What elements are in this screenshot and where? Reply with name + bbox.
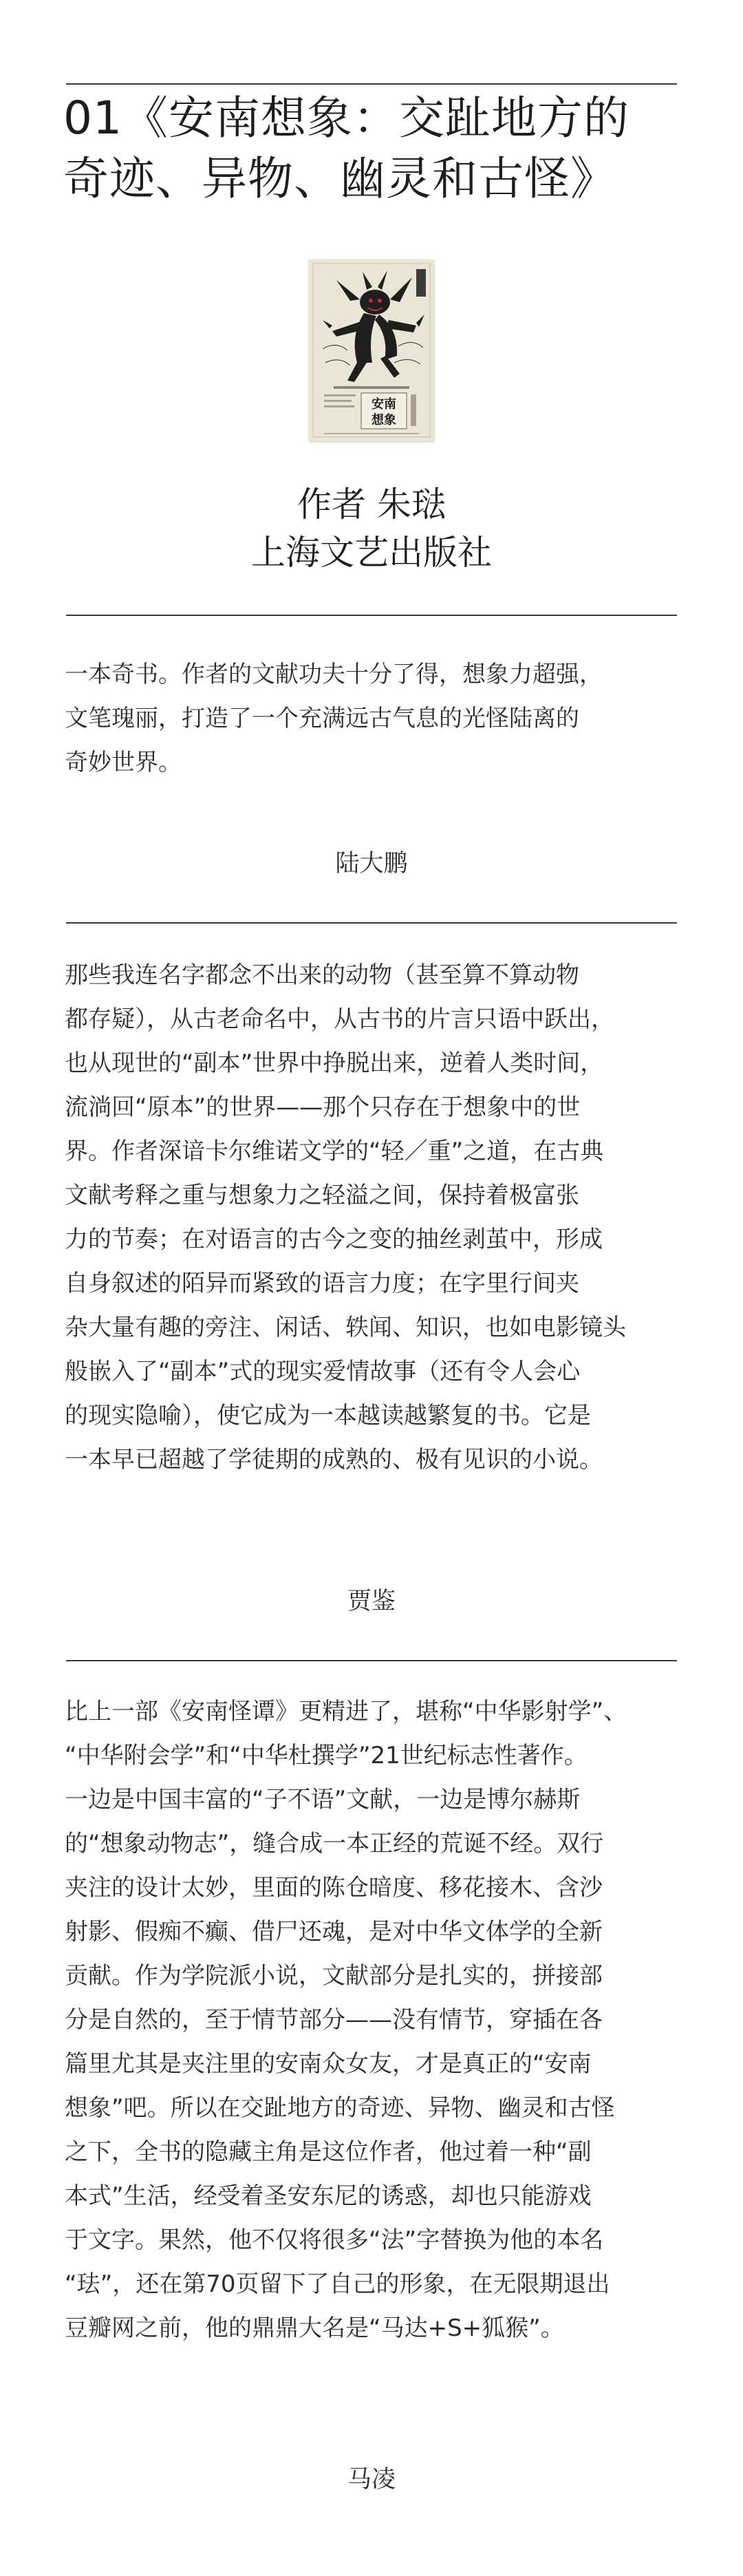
book-cover-illustration (309, 259, 434, 441)
author-line: 作者 朱琺 (297, 485, 446, 524)
book-cover-image (309, 259, 434, 441)
divider (66, 922, 677, 924)
page-title (63, 88, 682, 209)
publisher-line: 上海文艺出版社 (251, 533, 492, 573)
divider (66, 1660, 677, 1661)
divider (66, 615, 677, 616)
review-text-1: 一本奇书。作者的文献功夫十分了得，想象力超强， 文笔瑰丽，打造了一个充满远古气息的光怪陆离的 奇妙世界。 (65, 661, 603, 776)
reviewer-name-3: 马凌 (347, 2466, 396, 2493)
top-divider (66, 83, 677, 85)
review-text-3: 比上一部《安南怪谭》更精进了，堪称“中华影射学”、 “中华附会学”和“中华杜撰学”21世纪标志性著作。 一边是中国丰富的“子不语”文献，一边是博尔赫斯 的“想象动物志”，缝合成一本正经的荒诞不经。双行 夹注的设计太妙，里面的陈仓暗度、移花接木、含沙 射影、假痴不癫、借尸还魂，是对中华文体学的全新 贡献。作为学院派小说，文献部分是扎实的，拼接部 分是自然的，至于情节部分——没有情节，穿插在各 篇里尤其是夹注里的安南众女友，才是真正的“安南 想象”吧。所以在交趾地方的奇迹、异物、幽灵和古怪 之下，全书的隐藏主角是这位作者，他过着一种“副 本式”生活，经受着圣安东尼的诱惑，却也只能游戏 于文字。果然，他不仅将很多“法”字替换为他的本名 “珐”，还在第70页留下了自己的形象，在无限期退出 豆瓣网之前，他的鼎鼎大名是“马达+S+狐猴”。 (65, 1698, 627, 2342)
reviewer-name-1: 陆大鹏 (335, 850, 408, 877)
reviewer-name-2: 贾鉴 (347, 1588, 396, 1615)
review-text-2: 那些我连名字都念不出来的动物（甚至算不算动物 都存疑），从古老命名中，从古书的片言只语中跃出， 也从现世的“副本”世界中挣脱出来，逆着人类时间， 流淌回“原本”的世界——那个只存在于想象中的世 界。作者深谙卡尔维诺文学的“轻／重”之道，在古典 文献考释之重与想象力之轻溢之间，保持着极富张 力的节奏；在对语言的古今之变的抽丝剥茧中，形成 自身叙述的陌异而紧致的语言力度；在字里行间夹 杂大量有趣的旁注、闲话、轶闻、知识，也如电影镜头 般嵌入了“副本”式的现实爱情故事（还有令人会心 的现实隐喻），使它成为一本越读越繁复的书。它是 一本早已超越了学徒期的成熟的、极有见识的小说。 (65, 961, 626, 1473)
title-line-1: 01《安南想象：交趾地方的 (63, 92, 629, 145)
cover-title-line-2: 想象 (372, 413, 396, 427)
title-line-2: 奇迹、异物、幽灵和古怪》 (63, 152, 616, 205)
cover-title-line-1: 安南 (372, 397, 396, 412)
